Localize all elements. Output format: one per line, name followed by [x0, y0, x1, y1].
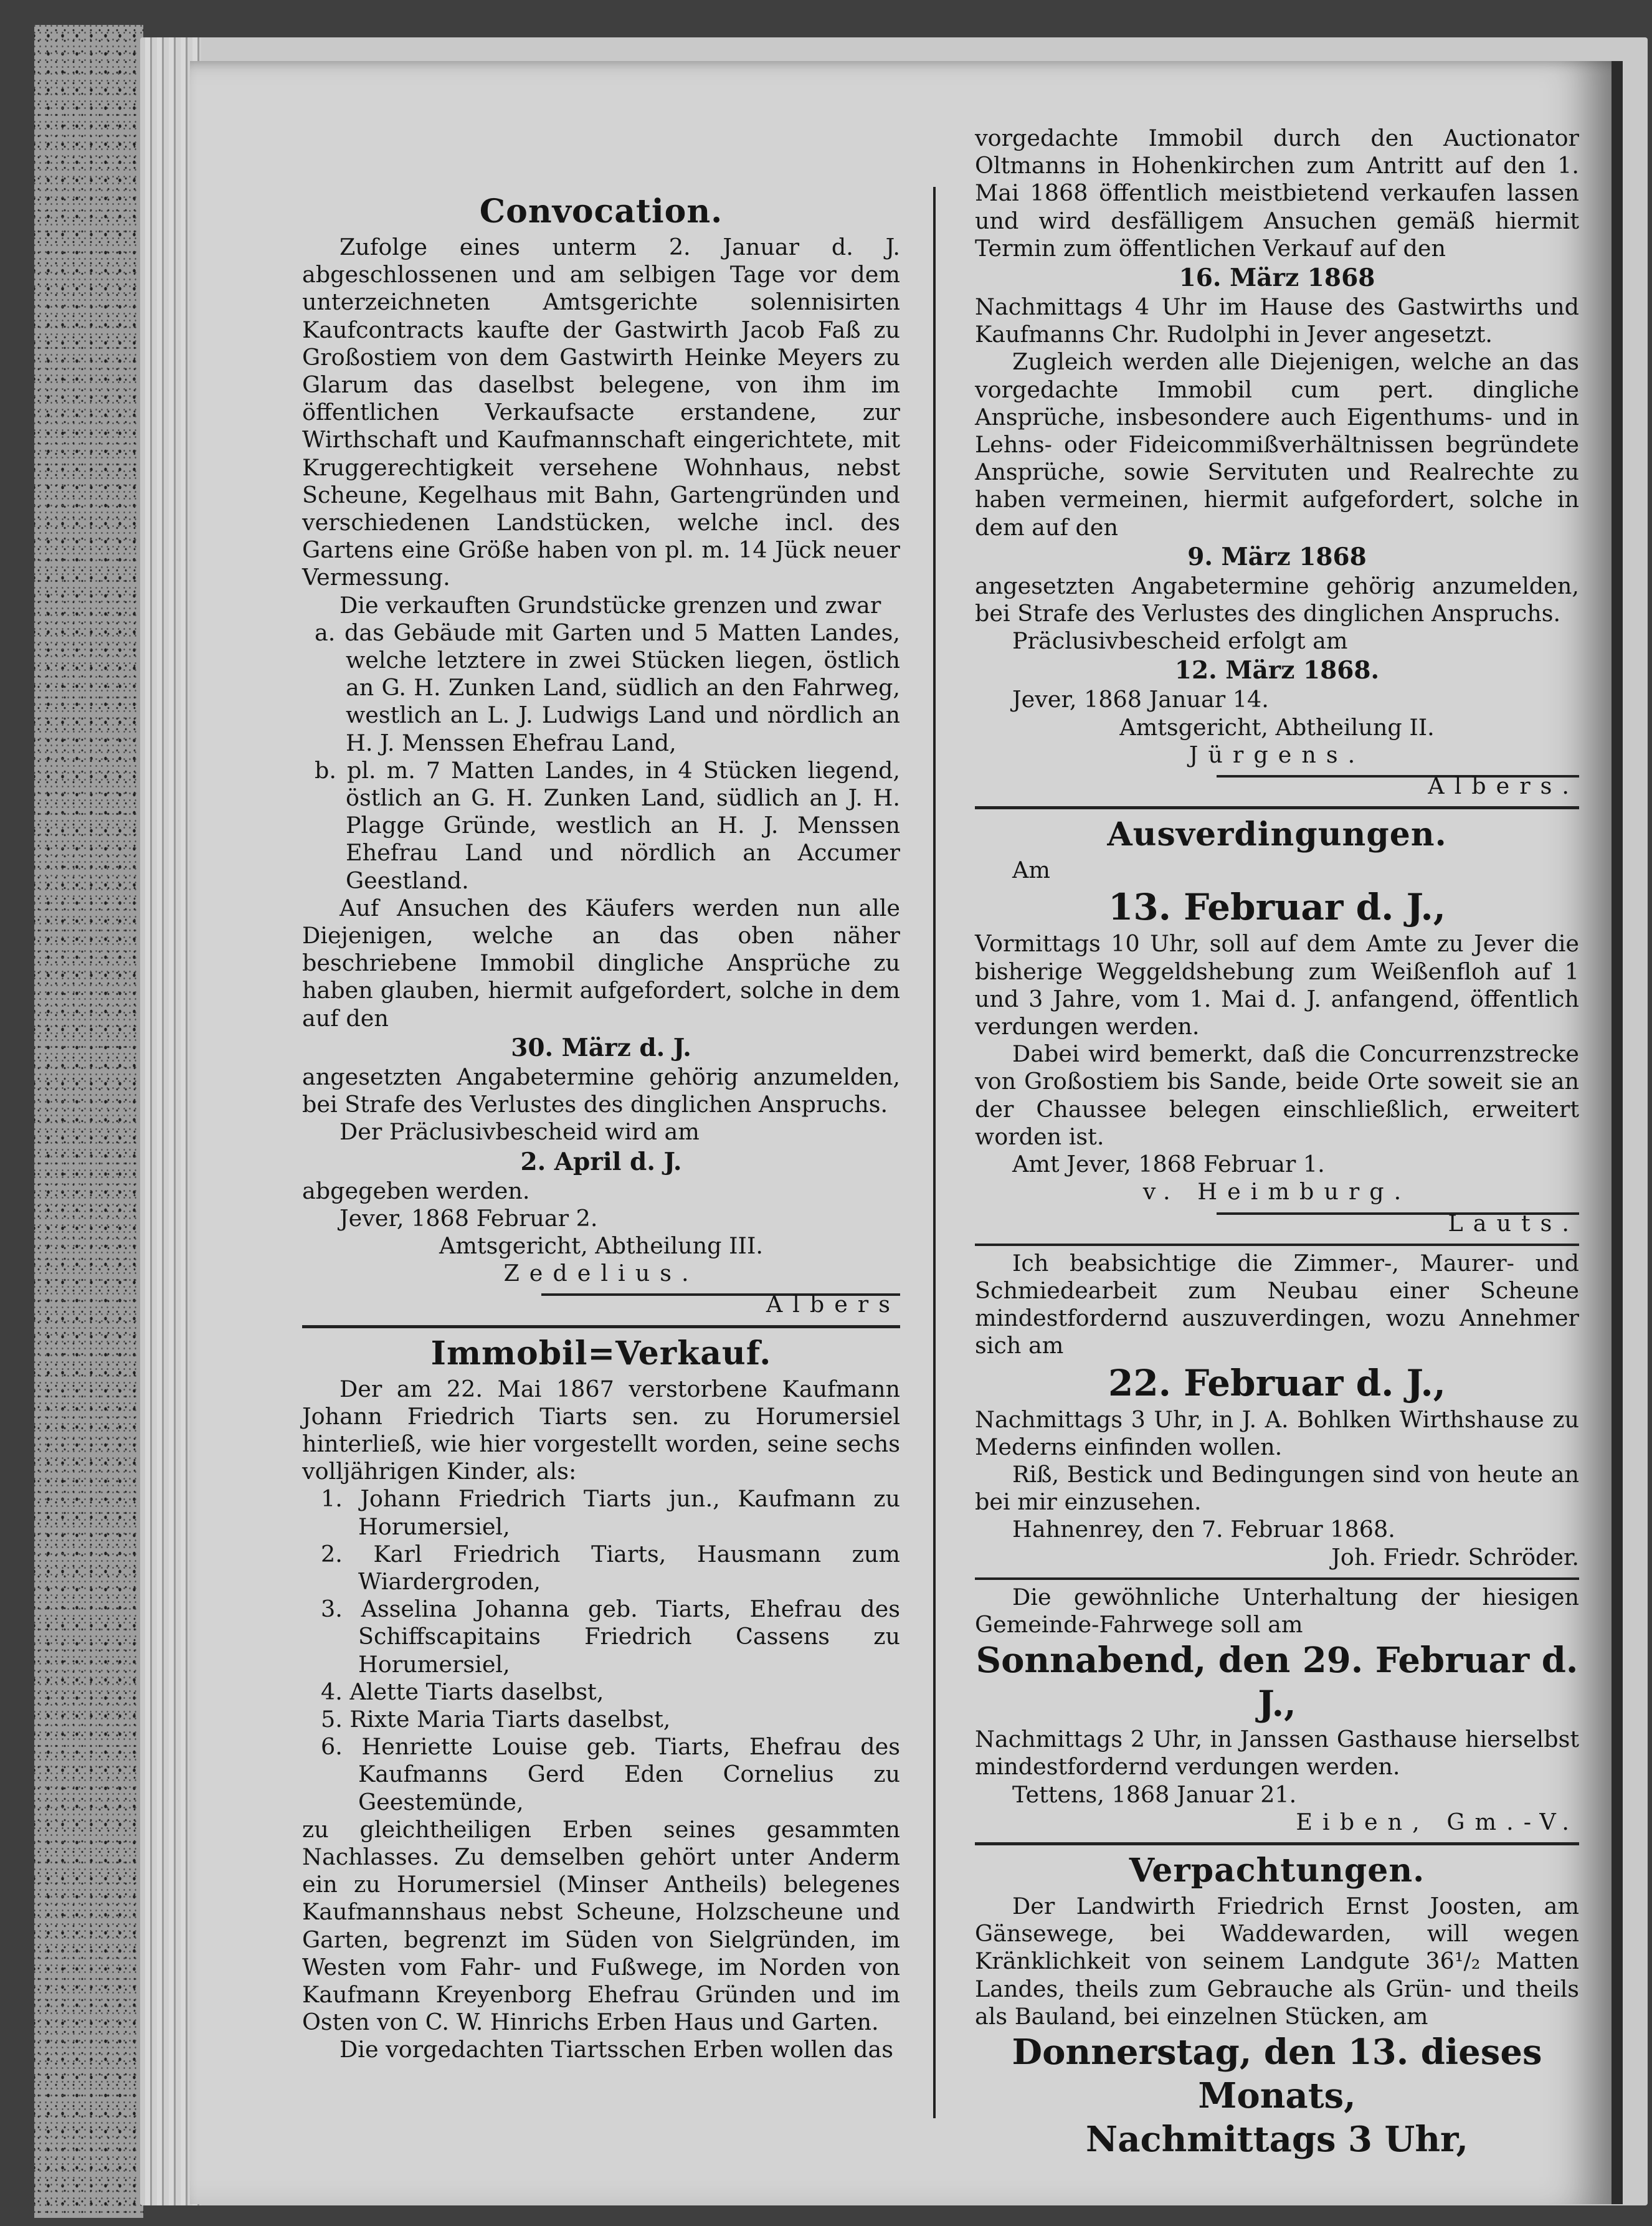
immobil-heir-2: 2. Karl Friedrich Tiarts, Hausmann zum Wiardergroden,	[321, 1540, 900, 1595]
left-column	[302, 125, 900, 2064]
convocation-court: Amtsgericht, Abtheilung III.	[439, 1232, 763, 1259]
convocation-date-1: 30. März d. J.	[511, 1033, 691, 1062]
cont-para-3: Zugleich werden alle Diejenigen, welche an das vorgedachte Immobil cum pert. dingliche Ansprüche, insbesondere auch Eigenthums- und in Lehns- oder Fideicommißverhältnissen begründete Ansprüche, sowie Servituten und Realrechte zu haben vermeinen, hiermit aufgefordert, solche in dem auf den	[975, 348, 1579, 541]
immobil-heir-6: 6. Henriette Louise geb. Tiarts, Ehefrau des Kaufmanns Gerd Eden Cornelius zu Geestemünde,	[321, 1733, 900, 1815]
right-column	[975, 125, 1579, 2161]
verpacht-para-1: Der Landwirth Friedrich Ernst Joosten, am Gänsewege, bei Waddewarden, will wegen Kränklichkeit von seinem Landgute 36¹/₂ Matten Landes, theils zum Gebrauche als Grün- und theils als Bauland, bei einzelnen Stücken, am	[975, 1892, 1579, 2030]
ausverd-para-5: Riß, Bestick und Bedingungen sind von heute an bei mir einzusehen.	[975, 1460, 1579, 1516]
ausverd-para-4: Nachmittags 3 Uhr, in J. A. Bohlken Wirthshause zu Mederns einfinden wollen.	[975, 1406, 1579, 1460]
ausverd-para-7: Nachmittags 2 Uhr, in Janssen Gasthause hierselbst mindestfordernd verdungen werden.	[975, 1726, 1579, 1781]
convocation-para-5: Der Präclusivbescheid wird am	[339, 1118, 700, 1146]
cont-date-3: 12. März 1868.	[1174, 656, 1380, 685]
divider	[975, 1244, 1579, 1246]
column-divider	[933, 187, 936, 2118]
ausverd-para-1: Vormittags 10 Uhr, soll auf dem Amte zu Jever die bisherige Weggeldshebung zum Weißenfloh auf 1 und 3 Jahre, vom 1. Mai d. J. anfangend, öffentlich verdungen werden.	[975, 930, 1579, 1040]
cont-court: Amtsgericht, Abtheilung II.	[1119, 713, 1435, 741]
ausverd-date-1: 13. Februar d. J.,	[1108, 886, 1446, 929]
convocation-notice	[302, 190, 900, 1319]
convocation-signature-1: Zedelius.	[503, 1260, 699, 1287]
cont-date-1: 16. März 1868	[1179, 264, 1375, 293]
ausverd-place: Amt Jever, 1868 Februar 1.	[1012, 1151, 1325, 1178]
cont-date-2: 9. März 1868	[1187, 542, 1367, 571]
verpacht-heading: Verpachtungen.	[1129, 1851, 1425, 1890]
convocation-item-a: a. das Gebäude mit Garten und 5 Matten Landes, welche letztere in zwei Stücken liegen, östlich an G. H. Zunken Land, südlich an den Fahrweg, westlich an L. J. Ludwigs Land und nördlich an H. J. Menssen Ehefrau Land,	[315, 619, 900, 756]
cont-para-2: Nachmittags 4 Uhr im Hause des Gastwirths und Kaufmanns Chr. Rudolphi in Jever angesetzt.	[975, 293, 1579, 348]
convocation-date-2: 2. April d. J.	[520, 1147, 682, 1176]
immobil-heir-3: 3. Asselina Johanna geb. Tiarts, Ehefrau des Schiffscapitains Friedrich Cassens zu Horumersiel,	[321, 1596, 900, 1678]
cont-para-5: Präclusivbescheid erfolgt am	[1012, 627, 1348, 655]
ausverdingungen-notice	[975, 813, 1579, 1836]
section-divider	[302, 1325, 900, 1328]
immobil-heir-1: 1. Johann Friedrich Tiarts jun., Kaufmann zu Horumersiel,	[321, 1485, 900, 1540]
cont-signature-2: Albers.	[1428, 773, 1579, 800]
ausverd-para-3: Ich beabsichtige die Zimmer-, Maurer- und Schmiedearbeit zum Neubau einer Scheune mindestfordernd auszuverdingen, wozu Annehmer sich am	[975, 1249, 1579, 1359]
ausverd-date-3: Sonnabend, den 29. Februar d. J.,	[976, 1640, 1578, 1725]
immobil-para-2: zu gleichtheiligen Erben seines gesammten Nachlasses. Zu demselben gehört unter Anderm ein zu Horumersiel (Minser Antheils) belegenes Kaufmannshaus nebst Scheune, Holzscheune und Garten, begrenzt im Süden von Sielgründen, im Westen vom Fahr- und Fußwege, im Norden von Kaufmann Kreyenborg Ehefrau Gründen und im Osten von C. W. Hinrichs Erben Haus und Garten.	[302, 1815, 900, 2036]
ausverd-date-2: 22. Februar d. J.,	[1108, 1361, 1446, 1404]
convocation-heading: Convocation.	[479, 193, 723, 231]
cont-signature-1: Jürgens.	[1189, 741, 1365, 768]
immobil-continuation	[975, 125, 1579, 800]
convocation-place: Jever, 1868 Februar 2.	[339, 1204, 598, 1232]
convocation-para-2: Die verkauften Grundstücke grenzen und zwar	[339, 591, 881, 619]
ausverd-heading: Ausverdingungen.	[1107, 816, 1447, 854]
ausverd-signature-1: v. Heimburg.	[1142, 1178, 1412, 1206]
ausverd-am: Am	[1012, 857, 1050, 884]
ausverd-para-2: Dabei wird bemerkt, daß die Concurrenzstrecke von Großostiem bis Sande, beide Orte soweit sie an der Chaussee belegen einschließlich, erweitert worden ist.	[975, 1040, 1579, 1150]
immobil-para-3: Die vorgedachten Tiartsschen Erben wollen das	[339, 2036, 893, 2063]
immobil-heir-5: 5. Rixte Maria Tiarts daselbst,	[321, 1705, 671, 1733]
ausverd-place-2: Hahnenrey, den 7. Februar 1868.	[1012, 1516, 1395, 1543]
section-divider	[975, 1842, 1579, 1845]
immobil-para-1: Der am 22. Mai 1867 verstorbene Kaufmann Johann Friedrich Tiarts sen. zu Horumersiel hinterließ, wie hier vorgestellt worden, seine sechs volljährigen Kinder, als:	[302, 1375, 900, 1485]
immobil-heading: Immobil=Verkauf.	[430, 1334, 772, 1372]
ausverd-place-3: Tettens, 1868 Januar 21.	[1012, 1781, 1297, 1808]
gutter-shadow	[1612, 61, 1623, 2204]
convocation-signature-2: Albers	[766, 1291, 900, 1318]
convocation-para-4: angesetzten Angabetermine gehörig anzumelden, bei Strafe des Verlustes des dinglichen Anspruchs.	[302, 1063, 900, 1118]
cont-place: Jever, 1868 Januar 14.	[1012, 686, 1269, 713]
verpacht-date-2: Nachmittags 3 Uhr,	[1086, 2118, 1468, 2160]
divider	[975, 1577, 1579, 1580]
ausverd-signature-3: Joh. Friedr. Schröder.	[1331, 1543, 1579, 1571]
cont-para-1: vorgedachte Immobil durch den Auctionator Oltmanns in Hohenkirchen zum Antritt auf den 1. Mai 1868 öffentlich meistbietend verkaufen lassen und wird desfälligem Ansuchen gemäß hiermit Termin zum öffentlichen Verkauf auf den	[975, 125, 1579, 262]
immobil-heir-4: 4. Alette Tiarts daselbst,	[321, 1678, 604, 1705]
convocation-item-b: b. pl. m. 7 Matten Landes, in 4 Stücken liegend, östlich an G. H. Zunken Land, südlich an J. H. Plagge Gründe, westlich an H. J. Menssen Ehefrau Land und nördlich an Accumer Geestland.	[315, 756, 900, 894]
cont-para-4: angesetzten Angabetermine gehörig anzumelden, bei Strafe des Verlustes des dinglichen Anspruchs.	[975, 572, 1579, 627]
immobil-verkauf-notice	[302, 1332, 900, 2064]
convocation-para-1: Zufolge eines unterm 2. Januar d. J. abgeschlossenen und am selbigen Tage vor dem unterzeichneten Amtsgerichte solennisirten Kaufcontracts kaufte der Gastwirth Jacob Faß zu Großostiem von dem Gastwirth Heinke Meyers zu Glarum das daselbst belegene, von ihm im öffentlichen Verkaufsacte erstandene, zur Wirthschaft und Kaufmannschaft eingerichtete, mit Kruggerechtigkeit versehene Wohnhaus, nebst Scheune, Kegelhaus mit Bahn, Gartengründen und verschiedenen Landstücken, welche incl. des Gartens eine Größe haben von pl. m. 14 Jück neuer Vermessung.	[302, 234, 900, 591]
verpacht-date-1: Donnerstag, den 13. dieses Monats,	[1012, 2031, 1542, 2116]
ausverd-para-6: Die gewöhnliche Unterhaltung der hiesigen Gemeinde-Fahrwege soll am	[975, 1583, 1579, 1638]
book-edge-speckled	[34, 25, 143, 2218]
ausverd-signature-4: Eiben, Gm.-V.	[1296, 1808, 1579, 1835]
convocation-para-6: abgegeben werden.	[302, 1177, 530, 1204]
verpachtungen-notice	[975, 1849, 1579, 2161]
ausverd-signature-2: Lauts.	[1448, 1209, 1579, 1237]
convocation-para-3: Auf Ansuchen des Käufers werden nun alle Diejenigen, welche an das oben näher beschriebene Immobil dingliche Ansprüche zu haben glauben, hiermit aufgefordert, solche in dem auf den	[302, 894, 900, 1032]
section-divider	[975, 806, 1579, 809]
